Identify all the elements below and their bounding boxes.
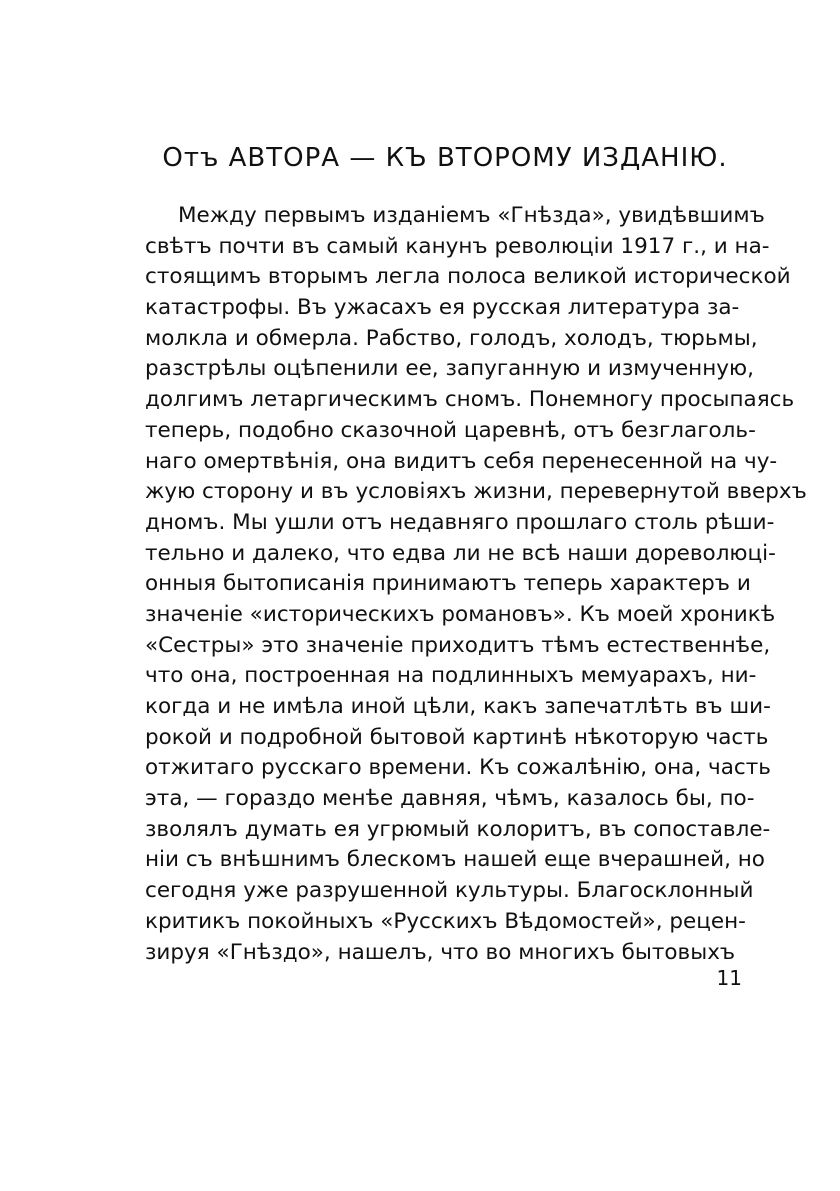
text-line: долгимъ летаргическимъ сномъ. Понемногу просыпаясь — [145, 387, 795, 413]
text-line: зволялъ думать ея угрюмый колоритъ, въ сопоставле- — [145, 816, 771, 842]
text-line: значеніе «историческихъ романовъ». Къ моей хроникѣ — [145, 601, 776, 627]
text-line: Между первымъ изданіемъ «Гнѣзда», увидѣвшимъ — [178, 203, 765, 228]
text-line: сегодня уже разрушенной культуры. Благосклонный — [145, 878, 754, 904]
text-line: критикъ покойныхъ «Русскихъ Вѣдомостей», рецен- — [145, 908, 746, 934]
text-line: стоящимъ вторымъ легла полоса великой исторической — [145, 264, 791, 290]
text-line: что она, построенная на подлинныхъ мемуарахъ, ни- — [145, 663, 757, 689]
chapter-heading: Отъ АВТОРА — КЪ ВТОРОМУ ИЗДАНІЮ. — [162, 143, 728, 173]
text-line: рокой и подробной бытовой картинѣ нѣкоторую часть — [145, 724, 769, 750]
body-paragraph — [145, 201, 807, 968]
text-line: свѣтъ почти въ самый канунъ революціи 1917 г., и на- — [145, 233, 770, 259]
text-line: молкла и обмерла. Рабство, голодъ, холодъ, тюрьмы, — [145, 325, 758, 351]
text-line: эта, — гораздо менѣе давняя, чѣмъ, казалось бы, по- — [145, 786, 755, 812]
text-line: «Сестры» это значеніе приходитъ тѣмъ естественнѣе, — [145, 632, 771, 658]
text-line: онныя бытописанія принимаютъ теперь характеръ и — [145, 571, 751, 597]
page-number: 11 — [716, 966, 742, 990]
text-line: тельно и далеко, что едва ли не всѣ наши дореволюці- — [145, 540, 776, 566]
text-line: отжитаго русскаго времени. Къ сожалѣнію, она, часть — [145, 755, 771, 781]
text-line: дномъ. Мы ушли отъ недавняго прошлаго столь рѣши- — [145, 509, 775, 535]
text-line: разстрѣлы оцѣпенили ее, запуганную и измученную, — [145, 356, 754, 382]
text-line: теперь, подобно сказочной царевнѣ, отъ безглаголь- — [145, 417, 756, 443]
text-line: ніи съ внѣшнимъ блескомъ нашей еще вчерашней, но — [145, 847, 765, 873]
text-line: зируя «Гнѣздо», нашелъ, что во многихъ бытовыхъ — [145, 939, 736, 965]
text-line: жую сторону и въ условіяхъ жизни, перевернутой вверхъ — [145, 479, 807, 505]
text-line: катастрофы. Въ ужасахъ ея русская литература за- — [145, 295, 740, 321]
text-line: наго омертвѣнія, она видитъ себя перенесенной на чу- — [145, 448, 778, 474]
text-line: когда и не имѣла иной цѣли, какъ запечатлѣть въ ши- — [145, 694, 771, 719]
